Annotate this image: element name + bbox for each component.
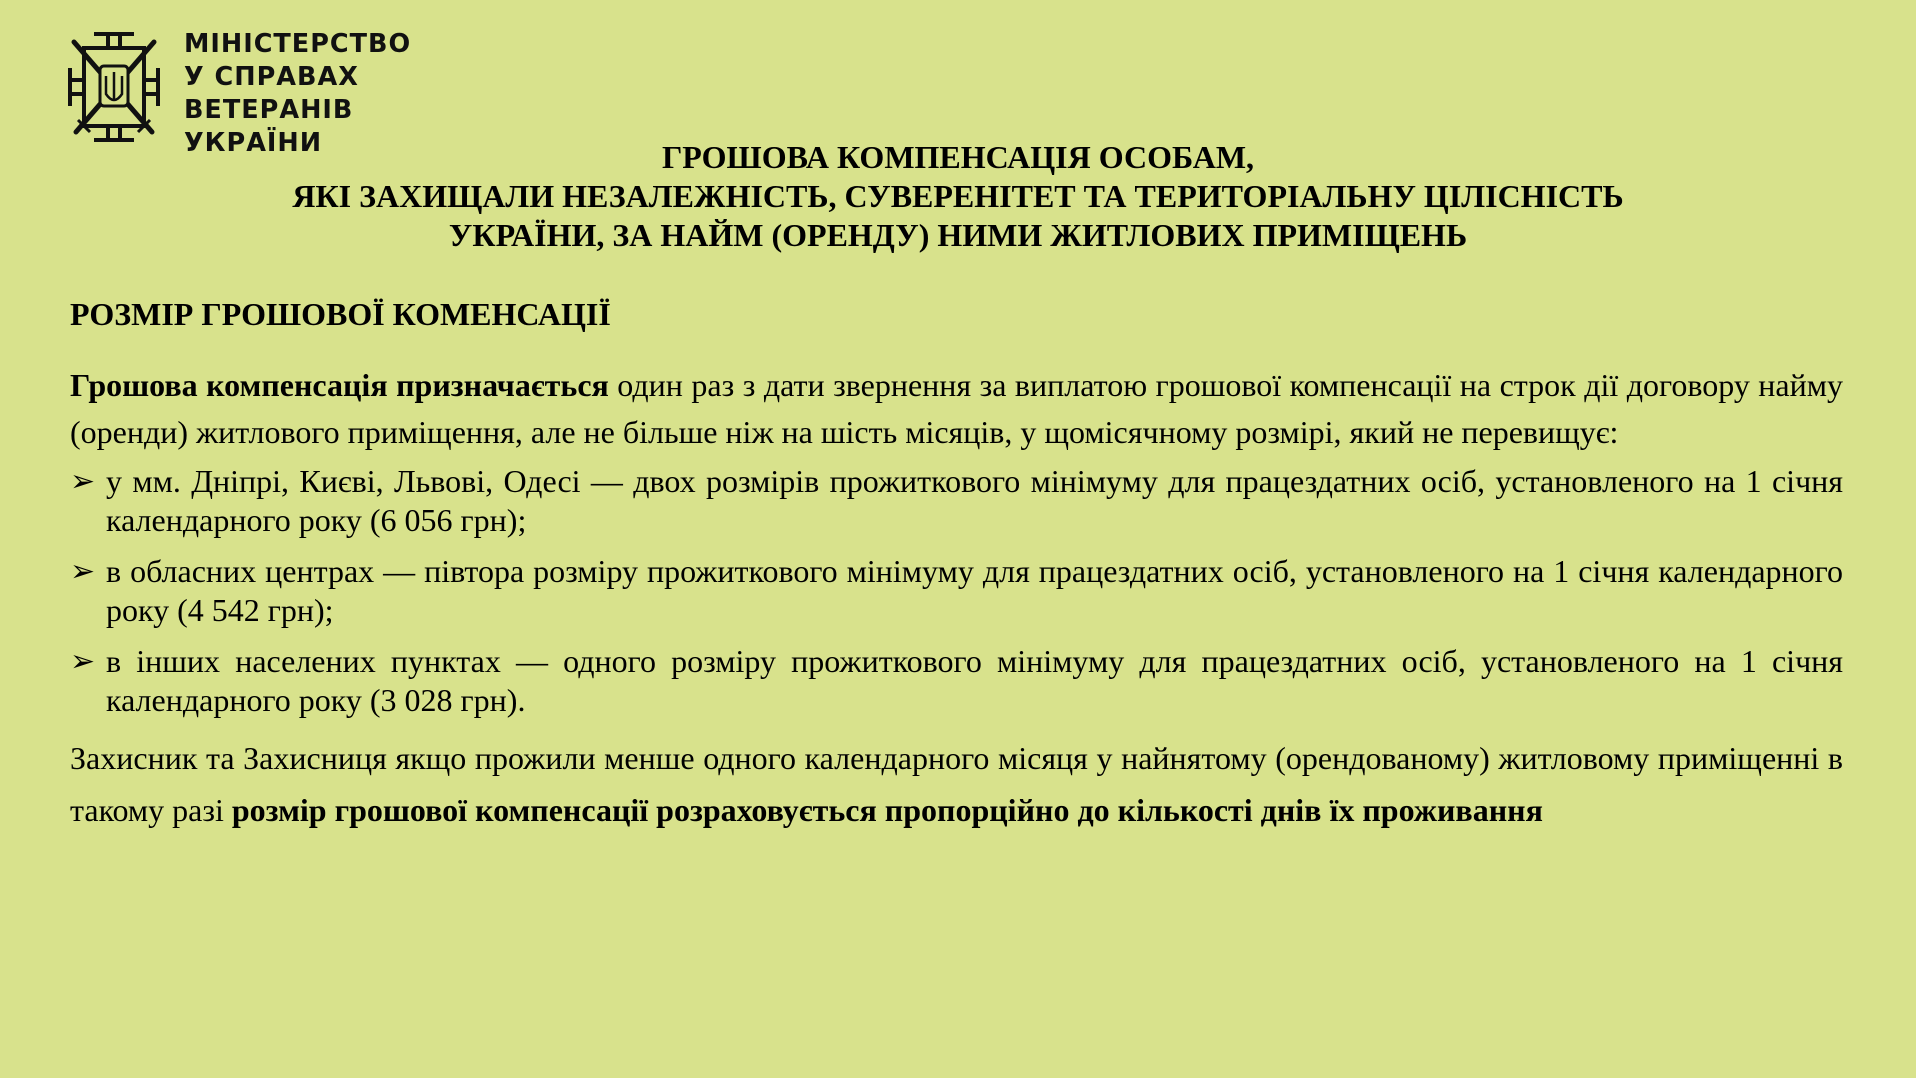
note-paragraph [70, 732, 1843, 836]
section-heading: РОЗМІР ГРОШОВОЇ КОМЕНСАЦІЇ [70, 296, 611, 332]
veterans-ministry-emblem-icon [64, 28, 164, 146]
arrow-bullet-icon: ➢ [70, 555, 96, 588]
list-item-text: в обласних центрах — півтора розміру прожиткового мінімуму для працездатних осіб, установленого на 1 січня календарного року (4 542 грн); [106, 553, 1843, 628]
title-line: УКРАЇНИ, ЗА НАЙМ (ОРЕНДУ) НИМИ ЖИТЛОВИХ ПРИМІЩЕНЬ [448, 217, 1468, 253]
ministry-name-line: У СПРАВАХ [184, 62, 359, 92]
list-item [70, 642, 1843, 720]
title-line: ГРОШОВА КОМПЕНСАЦІЯ ОСОБАМ, [661, 139, 1255, 175]
intro-bold: Грошова компенсація призначається [70, 367, 609, 403]
main-content [70, 362, 1843, 868]
title-line: ЯКІ ЗАХИЩАЛИ НЕЗАЛЕЖНІСТЬ, СУВЕРЕНІТЕТ ТА ТЕРИТОРІАЛЬНУ ЦІЛІСНІСТЬ [292, 178, 1624, 214]
intro-text: один раз з дати звернення за виплатою грошової компенсації на строк дії договору найму (оренди) житлового приміщення, але не більше ніж на шість місяців, у щомісячному розмірі, який не перевищує: [70, 367, 1843, 450]
list-item [70, 552, 1843, 630]
page-title [150, 138, 1766, 255]
ministry-name-line: УКРАЇНИ [184, 128, 323, 158]
list-item [70, 462, 1843, 540]
amount-list [70, 462, 1843, 720]
note-bold: розмір грошової компенсації розраховується пропорційно до кількості днів їх проживання [231, 792, 1543, 828]
list-item-text: в інших населених пунктах — одного розміру прожиткового мінімуму для працездатних осіб, установленого на 1 січня календарного року (3 028 грн). [106, 643, 1843, 718]
note-text: Захисник та Захисниця якщо прожили менше одного календарного місяця у найнятому (орендованому) житловому приміщенні в такому разі [70, 740, 1843, 828]
list-item-text: у мм. Дніпрі, Києві, Львові, Одесі — двох розмірів прожиткового мінімуму для працездатних осіб, установленого на 1 січня календарного року (6 056 грн); [106, 463, 1843, 538]
arrow-bullet-icon: ➢ [70, 645, 96, 678]
ministry-name-line: ВЕТЕРАНІВ [184, 95, 354, 125]
intro-paragraph [70, 362, 1843, 456]
arrow-bullet-icon: ➢ [70, 465, 96, 498]
ministry-name-line: МІНІСТЕРСТВО [184, 29, 412, 59]
